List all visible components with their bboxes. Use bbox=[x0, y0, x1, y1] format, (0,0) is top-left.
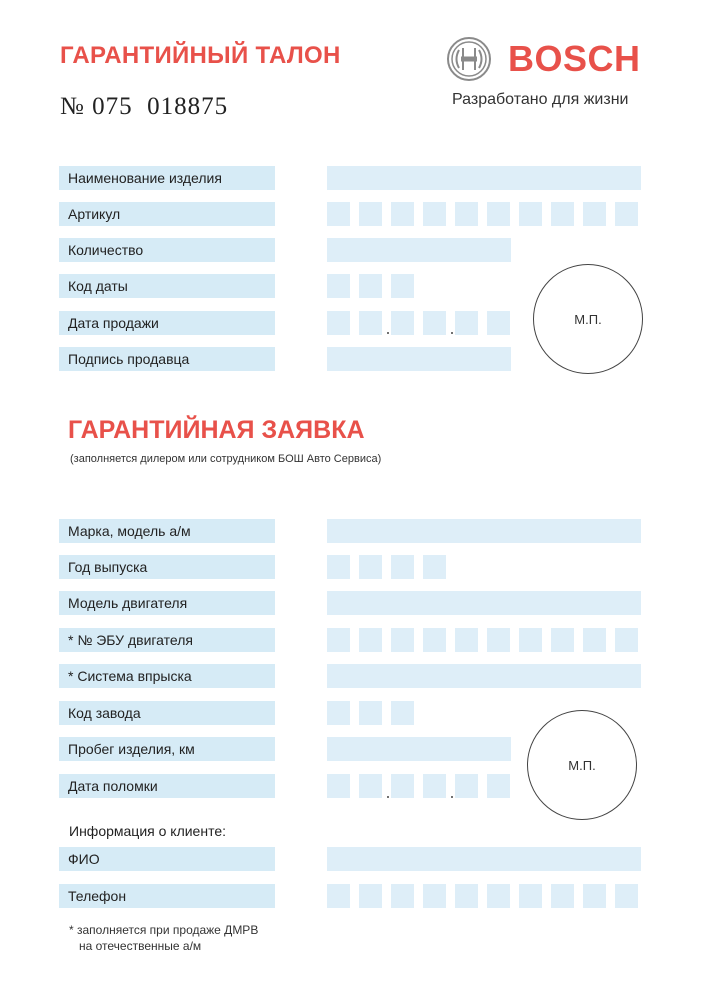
input-injection-system[interactable] bbox=[327, 664, 641, 688]
digit-cell[interactable] bbox=[455, 311, 478, 335]
digit-cell[interactable] bbox=[551, 202, 574, 226]
field-label-phone: Телефон bbox=[59, 884, 275, 908]
field-label-car-model: Марка, модель а/м bbox=[59, 519, 275, 543]
digit-cell[interactable] bbox=[327, 202, 350, 226]
field-label-article: Артикул bbox=[59, 202, 275, 226]
field-label-factory-code: Код завода bbox=[59, 701, 275, 725]
claim-section-title: ГАРАНТИЙНАЯ ЗАЯВКА bbox=[68, 416, 365, 444]
bosch-armature-logo bbox=[446, 36, 492, 82]
digit-cell[interactable] bbox=[359, 311, 382, 335]
field-label-breakdown-date: Дата поломки bbox=[59, 774, 275, 798]
digit-cell[interactable] bbox=[455, 774, 478, 798]
field-label-injection-system: * Система впрыска bbox=[59, 664, 275, 688]
digit-cell[interactable] bbox=[359, 701, 382, 725]
digit-cell[interactable] bbox=[327, 274, 350, 298]
digit-cell[interactable] bbox=[359, 274, 382, 298]
input-quantity[interactable] bbox=[327, 238, 511, 262]
stamp-circle bbox=[533, 264, 643, 374]
stamp-label: М.П. bbox=[568, 757, 596, 773]
digit-cell[interactable] bbox=[615, 202, 638, 226]
claim-section-subtitle: (заполняется дилером или сотрудником БОШ Авто Сервиса) bbox=[70, 453, 382, 465]
stamp-label: М.П. bbox=[574, 311, 602, 327]
stamp-circle bbox=[527, 710, 637, 820]
input-engine-model[interactable] bbox=[327, 591, 641, 615]
digit-cell[interactable] bbox=[391, 555, 414, 579]
field-label-year: Год выпуска bbox=[59, 555, 275, 579]
brand-name: BOSCH bbox=[508, 38, 641, 79]
digit-cell[interactable] bbox=[359, 774, 382, 798]
digit-cell[interactable] bbox=[487, 884, 510, 908]
digit-cell[interactable] bbox=[487, 774, 510, 798]
digit-cell[interactable] bbox=[327, 311, 350, 335]
digit-cell[interactable] bbox=[487, 311, 510, 335]
digit-cell[interactable] bbox=[391, 628, 414, 652]
footnote-line-1: * заполняется при продаже ДМРВ bbox=[69, 923, 259, 937]
field-label-product-name: Наименование изделия bbox=[59, 166, 275, 190]
digit-cell[interactable] bbox=[359, 628, 382, 652]
digit-cell[interactable] bbox=[359, 202, 382, 226]
digit-cell[interactable] bbox=[615, 884, 638, 908]
input-full-name[interactable] bbox=[327, 847, 641, 871]
digit-cell[interactable] bbox=[327, 774, 350, 798]
digit-cell[interactable] bbox=[391, 311, 414, 335]
digit-cell[interactable] bbox=[583, 202, 606, 226]
field-label-ecu-number: * № ЭБУ двигателя bbox=[59, 628, 275, 652]
digit-cell[interactable] bbox=[423, 628, 446, 652]
brand-block bbox=[446, 36, 646, 116]
digit-cell[interactable] bbox=[423, 311, 446, 335]
digit-cell[interactable] bbox=[615, 628, 638, 652]
digit-cell[interactable] bbox=[423, 202, 446, 226]
field-label-engine-model: Модель двигателя bbox=[59, 591, 275, 615]
input-product-name[interactable] bbox=[327, 166, 641, 190]
digit-cell[interactable] bbox=[391, 274, 414, 298]
digit-cell[interactable] bbox=[455, 628, 478, 652]
date-separator-dot bbox=[451, 332, 453, 334]
digit-cell[interactable] bbox=[583, 628, 606, 652]
digit-cell[interactable] bbox=[455, 884, 478, 908]
digit-cell[interactable] bbox=[359, 884, 382, 908]
digit-cell[interactable] bbox=[487, 628, 510, 652]
digit-cell[interactable] bbox=[551, 628, 574, 652]
field-label-full-name: ФИО bbox=[59, 847, 275, 871]
date-separator-dot bbox=[387, 332, 389, 334]
digit-cell[interactable] bbox=[327, 884, 350, 908]
digit-cell[interactable] bbox=[519, 202, 542, 226]
digit-cell[interactable] bbox=[519, 628, 542, 652]
input-car-model[interactable] bbox=[327, 519, 641, 543]
field-label-quantity: Количество bbox=[59, 238, 275, 262]
input-seller-signature[interactable] bbox=[327, 347, 511, 371]
digit-cell[interactable] bbox=[391, 202, 414, 226]
field-label-seller-signature: Подпись продавца bbox=[59, 347, 275, 371]
footnote-line-2: на отечественные а/м bbox=[79, 939, 202, 953]
field-label-sale-date: Дата продажи bbox=[59, 311, 275, 335]
date-separator-dot bbox=[451, 796, 453, 798]
digit-cell[interactable] bbox=[391, 884, 414, 908]
digit-cell[interactable] bbox=[487, 202, 510, 226]
client-info-title: Информация о клиенте: bbox=[69, 823, 227, 839]
digit-cell[interactable] bbox=[359, 555, 382, 579]
digit-cell[interactable] bbox=[391, 774, 414, 798]
digit-cell[interactable] bbox=[455, 202, 478, 226]
page-title: ГАРАНТИЙНЫЙ ТАЛОН bbox=[60, 42, 341, 69]
date-separator-dot bbox=[387, 796, 389, 798]
field-label-date-code: Код даты bbox=[59, 274, 275, 298]
digit-cell[interactable] bbox=[423, 774, 446, 798]
brand-slogan: Разработано для жизни bbox=[452, 91, 629, 108]
digit-cell[interactable] bbox=[327, 628, 350, 652]
digit-cell[interactable] bbox=[423, 555, 446, 579]
field-label-mileage: Пробег изделия, км bbox=[59, 737, 275, 761]
footnote bbox=[69, 922, 258, 954]
digit-cell[interactable] bbox=[583, 884, 606, 908]
input-mileage[interactable] bbox=[327, 737, 511, 761]
digit-cell[interactable] bbox=[391, 701, 414, 725]
digit-cell[interactable] bbox=[327, 555, 350, 579]
digit-cell[interactable] bbox=[423, 884, 446, 908]
digit-cell[interactable] bbox=[327, 701, 350, 725]
digit-cell[interactable] bbox=[519, 884, 542, 908]
serial-number: № 075 018875 bbox=[60, 93, 229, 120]
digit-cell[interactable] bbox=[551, 884, 574, 908]
